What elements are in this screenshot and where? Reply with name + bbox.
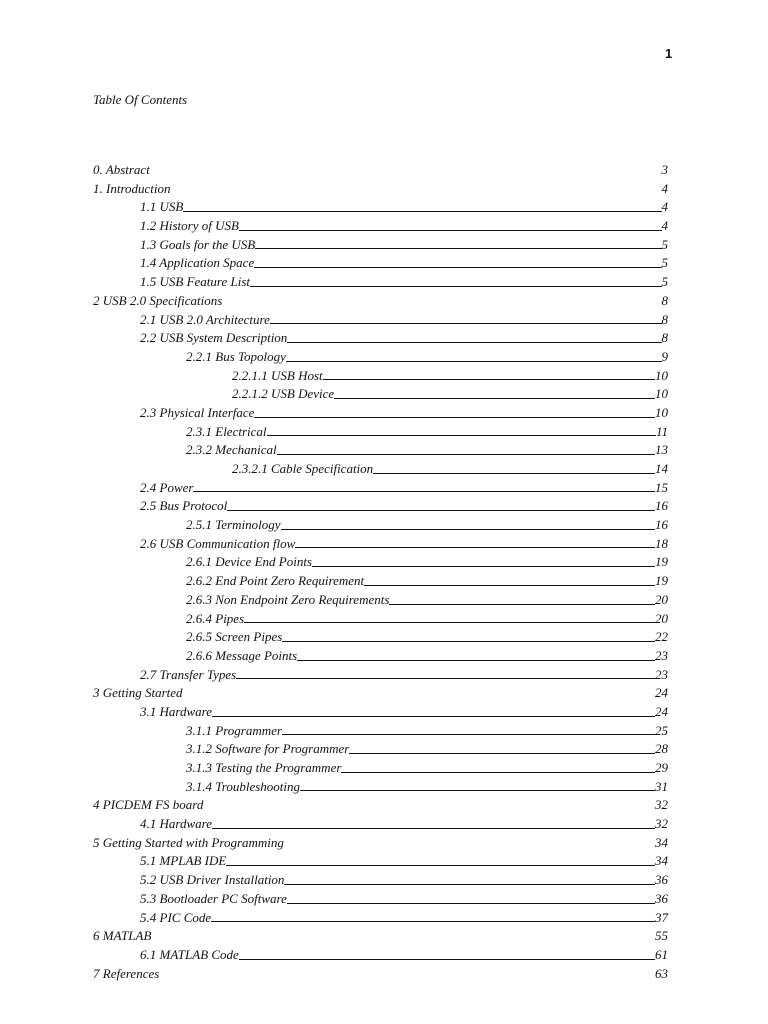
toc-leader-line <box>277 454 655 455</box>
toc-entry-label: 6.1 MATLAB Code <box>140 946 239 962</box>
toc-entry-page: 63 <box>655 965 668 981</box>
toc-leader-line <box>286 361 662 362</box>
toc-entry-label: 2 USB 2.0 Specifications <box>93 292 223 308</box>
toc-entry <box>93 834 673 853</box>
toc-entry-page: 18 <box>655 535 668 551</box>
toc-entry-page: 4 <box>661 180 668 196</box>
toc-entry <box>93 610 673 629</box>
toc-entry-page: 37 <box>655 909 668 925</box>
toc-entry <box>93 740 673 759</box>
toc-entry-page: 55 <box>655 928 668 944</box>
toc-entry <box>93 404 673 423</box>
toc-entry-label: 1. Introduction <box>93 180 171 196</box>
toc-entry-page: 5 <box>661 255 668 271</box>
toc-entry-page: 23 <box>655 666 668 682</box>
toc-entry <box>93 553 673 572</box>
toc-entry <box>93 385 673 404</box>
toc-entry-label: 3.1.1 Programmer <box>186 722 282 738</box>
toc-entry-label: 2.4 Power <box>140 479 194 495</box>
toc-entry-page: 24 <box>655 703 668 719</box>
toc-leader-line <box>244 622 655 623</box>
toc-entry-label: 2.6.2 End Point Zero Requirement <box>186 573 365 589</box>
toc-entry <box>93 460 673 479</box>
toc-leader-line <box>183 211 661 212</box>
toc-entry <box>93 909 673 928</box>
toc-leader-line <box>334 398 655 399</box>
toc-entry-label: 5 Getting Started with Programming <box>93 834 284 850</box>
toc-entry <box>93 236 673 255</box>
toc-entry-label: 2.7 Transfer Types <box>140 666 237 682</box>
toc-entry-label: 0. Abstract <box>93 162 150 177</box>
toc-entry-label: 2.6.1 Device End Points <box>186 554 312 570</box>
toc-entry-label: 2.5 Bus Protocol <box>140 498 228 514</box>
toc-entry-label: 2.2.1.1 USB Host <box>232 367 323 383</box>
toc-entry <box>93 217 673 236</box>
toc-leader-line <box>270 323 662 324</box>
toc-leader-line <box>341 772 655 773</box>
toc-entry <box>93 367 673 386</box>
toc-entry <box>93 479 673 498</box>
toc-leader-line <box>212 828 655 829</box>
toc-entry-page: 8 <box>661 330 668 346</box>
toc-leader-line <box>297 660 655 661</box>
toc-leader-line <box>282 641 655 642</box>
toc-entry <box>93 423 673 442</box>
toc-entry <box>93 871 673 890</box>
toc-entry-label: 3 Getting Started <box>93 685 183 701</box>
toc-entry <box>93 329 673 348</box>
toc-leader-line <box>254 267 661 268</box>
toc-entry <box>93 647 673 666</box>
toc-entry <box>93 273 673 292</box>
toc-leader-line <box>323 379 655 380</box>
toc-entry-label: 6 MATLAB <box>93 928 152 944</box>
toc-entry-page: 11 <box>655 423 668 439</box>
toc-entry-label: 4.1 Hardware <box>140 816 212 832</box>
toc-leader-line <box>227 510 655 511</box>
toc-entry-page: 5 <box>661 236 668 252</box>
toc-entry-label: 2.2.1.2 USB Device <box>232 386 335 402</box>
toc-entry-page: 22 <box>655 629 668 645</box>
toc-entry-label: 5.2 USB Driver Installation <box>140 872 285 888</box>
toc-entry-page: 4 <box>661 218 668 234</box>
toc-leader-line <box>226 865 655 866</box>
toc-entry-page: 19 <box>655 573 668 589</box>
toc-entry-label: 2.2 USB System Description <box>140 330 288 346</box>
toc-entry <box>93 684 673 703</box>
table-of-contents <box>93 161 673 983</box>
toc-entry-label: 2.1 USB 2.0 Architecture <box>140 311 270 327</box>
toc-entry <box>93 666 673 685</box>
toc-entry <box>93 535 673 554</box>
toc-entry-label: 2.3 Physical Interface <box>140 404 255 420</box>
toc-entry-page: 25 <box>655 722 668 738</box>
toc-entry-label: 1.3 Goals for the USB <box>140 236 256 252</box>
toc-entry-page: 24 <box>655 685 668 701</box>
toc-entry-page: 4 <box>661 199 668 215</box>
toc-leader-line <box>284 884 655 885</box>
toc-entry-label: 2.6 USB Communication flow <box>140 535 296 551</box>
toc-entry <box>93 927 673 946</box>
toc-entry <box>93 852 673 871</box>
toc-leader-line <box>267 435 656 436</box>
toc-entry <box>93 254 673 273</box>
toc-entry-page: 36 <box>655 872 668 888</box>
toc-leader-line <box>282 734 655 735</box>
toc-entry-page: 16 <box>655 517 668 533</box>
toc-entry-label: 3.1.4 Troubleshooting <box>186 778 301 794</box>
toc-entry <box>93 497 673 516</box>
toc-leader-line <box>239 230 662 231</box>
toc-entry <box>93 703 673 722</box>
toc-entry-page: 36 <box>655 890 668 906</box>
toc-entry <box>93 946 673 965</box>
toc-leader-line <box>193 491 655 492</box>
toc-leader-line <box>389 604 655 605</box>
toc-entry-label: 2.3.2.1 Cable Specification <box>232 461 374 476</box>
toc-leader-line <box>287 342 661 343</box>
toc-entry-page: 29 <box>655 760 668 775</box>
toc-entry-label: 4 PICDEM FS board <box>93 797 204 813</box>
toc-entry <box>93 348 673 367</box>
toc-entry-page: 19 <box>655 554 668 570</box>
toc-entry-label: 2.2.1 Bus Topology <box>186 348 286 364</box>
toc-entry-label: 1.2 History of USB <box>140 218 239 234</box>
toc-entry-page: 20 <box>655 610 668 626</box>
toc-entry-label: 1.5 USB Feature List <box>140 274 251 290</box>
toc-entry <box>93 572 673 591</box>
toc-entry <box>93 890 673 909</box>
toc-entry-label: 2.3.1 Electrical <box>186 423 267 439</box>
toc-entry <box>93 311 673 330</box>
toc-entry-page: 15 <box>655 479 668 495</box>
toc-entry-label: 1.1 USB <box>140 199 184 215</box>
toc-entry <box>93 815 673 834</box>
toc-entry <box>93 180 673 199</box>
toc-leader-line <box>236 678 655 679</box>
toc-entry-label: 5.3 Bootloader PC Software <box>140 890 287 906</box>
toc-entry <box>93 441 673 460</box>
toc-entry-page: 10 <box>655 404 668 420</box>
toc-entry-label: 2.6.3 Non Endpoint Zero Requirements <box>186 591 390 607</box>
page-number: 1 <box>665 46 673 61</box>
toc-entry-page: 32 <box>655 797 668 813</box>
toc-entry-label: 5.1 MPLAB IDE <box>140 853 227 869</box>
toc-entry-label: 2.6.5 Screen Pipes <box>186 629 283 645</box>
toc-entry-page: 34 <box>655 853 668 869</box>
toc-entry-label: 7 References <box>93 965 160 981</box>
toc-entry <box>93 628 673 647</box>
toc-entry-page: 8 <box>661 292 668 308</box>
toc-entry-page: 14 <box>655 461 668 476</box>
toc-entry-page: 31 <box>655 778 668 794</box>
toc-entry-page: 10 <box>655 367 668 383</box>
toc-leader-line <box>212 716 655 717</box>
toc-entry-page: 3 <box>661 162 668 177</box>
toc-entry-label: 5.4 PIC Code <box>140 909 212 925</box>
toc-entry-label: 3.1.2 Software for Programmer <box>186 741 350 757</box>
toc-leader-line <box>312 566 655 567</box>
toc-entry-label: 2.5.1 Terminology <box>186 517 281 533</box>
toc-entry-label: 3.1 Hardware <box>140 703 212 719</box>
toc-entry-page: 13 <box>655 442 668 458</box>
toc-entry <box>93 796 673 815</box>
toc-entry <box>93 591 673 610</box>
toc-leader-line <box>250 286 661 287</box>
toc-entry-label: 2.6.4 Pipes <box>186 610 245 626</box>
toc-entry <box>93 516 673 535</box>
toc-leader-line <box>300 790 655 791</box>
toc-entry-page: 10 <box>655 386 668 402</box>
toc-title: Table Of Contents <box>93 92 188 107</box>
toc-leader-line <box>281 529 656 530</box>
toc-leader-line <box>349 753 655 754</box>
toc-entry-page: 34 <box>655 834 668 850</box>
toc-entry-page: 61 <box>655 946 668 962</box>
toc-entry <box>93 759 673 778</box>
toc-leader-line <box>211 921 655 922</box>
toc-entry-page: 16 <box>655 498 668 514</box>
toc-entry <box>93 161 673 180</box>
toc-entry <box>93 198 673 217</box>
toc-entry <box>93 965 673 984</box>
toc-entry-page: 8 <box>661 311 668 327</box>
toc-leader-line <box>287 903 655 904</box>
toc-leader-line <box>239 959 655 960</box>
toc-entry-page: 28 <box>655 741 668 757</box>
toc-entry-page: 5 <box>661 274 668 290</box>
toc-leader-line <box>295 547 655 548</box>
toc-leader-line <box>364 585 655 586</box>
toc-entry-page: 32 <box>655 816 668 832</box>
toc-entry-page: 9 <box>661 348 668 364</box>
toc-leader-line <box>254 417 655 418</box>
toc-entry <box>93 722 673 741</box>
toc-entry-label: 3.1.3 Testing the Programmer <box>186 760 342 775</box>
toc-entry <box>93 292 673 311</box>
toc-leader-line <box>373 473 655 474</box>
toc-entry-page: 23 <box>655 647 668 663</box>
toc-leader-line <box>255 248 661 249</box>
toc-entry-label: 2.3.2 Mechanical <box>186 442 277 458</box>
toc-entry-page: 20 <box>655 591 668 607</box>
toc-entry <box>93 778 673 797</box>
toc-entry-label: 2.6.6 Message Points <box>186 647 298 663</box>
toc-entry-label: 1.4 Application Space <box>140 255 255 271</box>
